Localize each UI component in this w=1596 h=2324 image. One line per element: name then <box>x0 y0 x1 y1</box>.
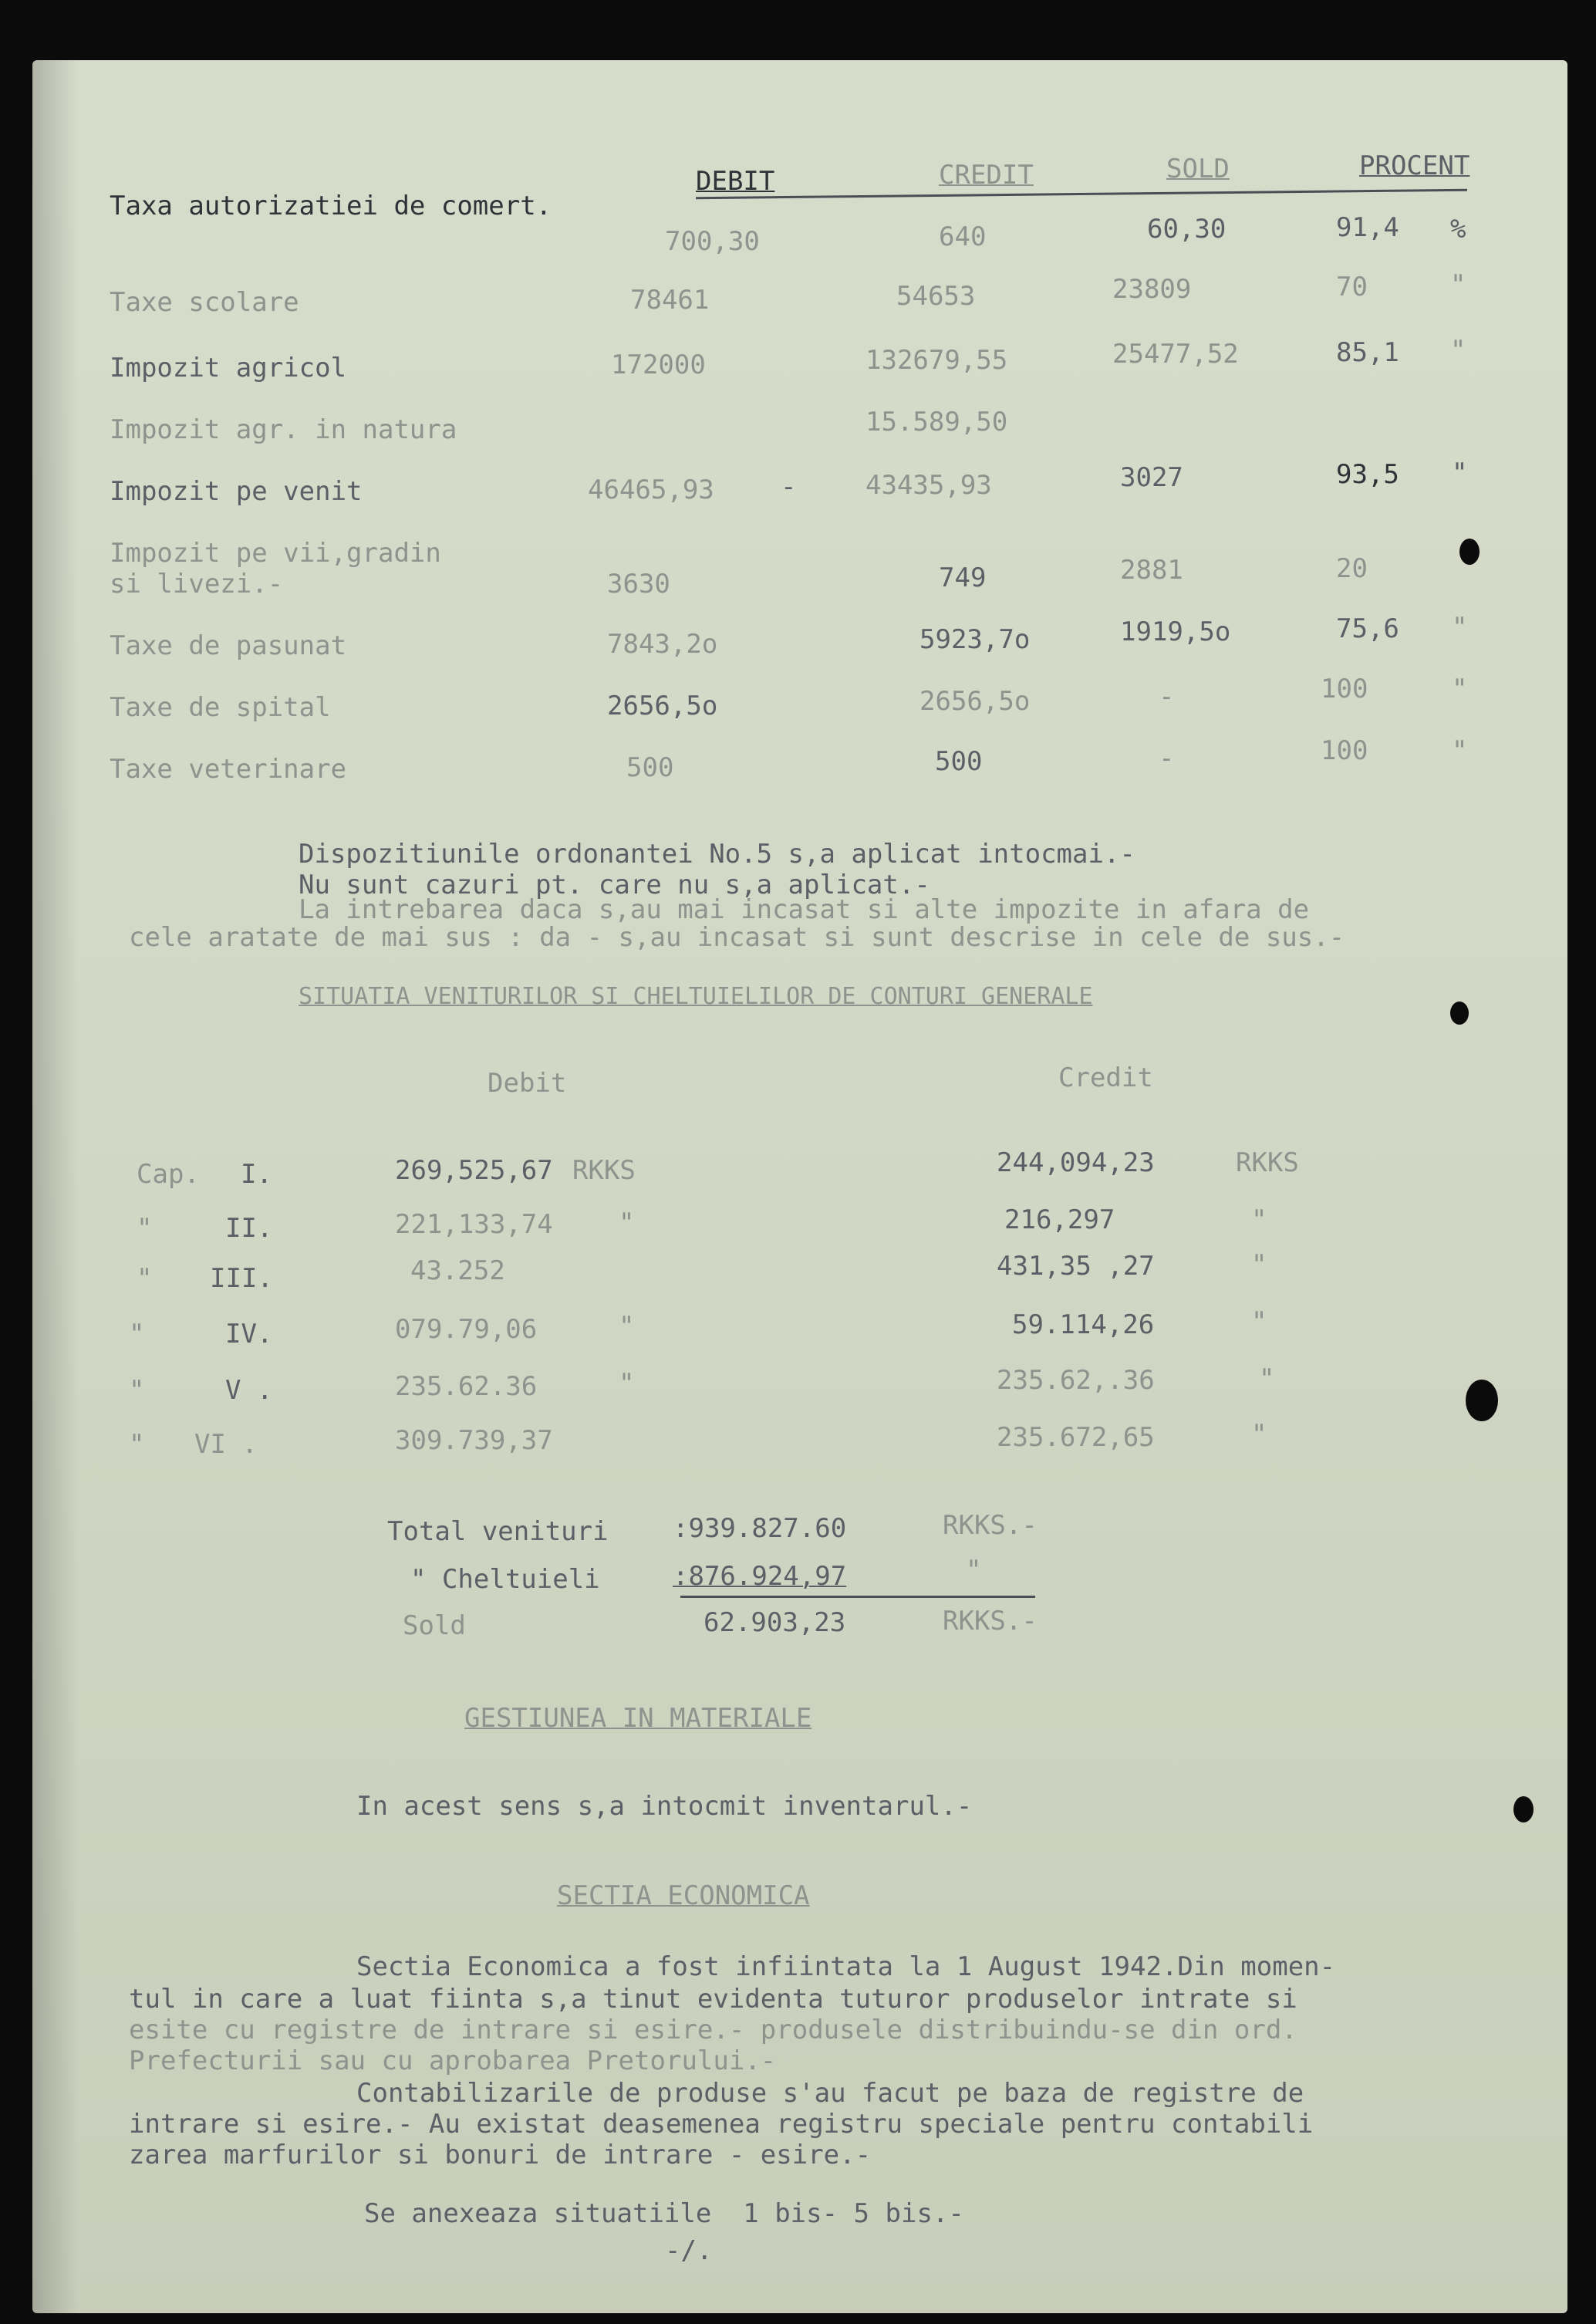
column-header-credit: Credit <box>1058 1062 1153 1093</box>
row-debit: 43.252 <box>410 1255 505 1286</box>
total-unit: RKKS.- <box>943 1606 1038 1637</box>
paragraph-line: Contabilizarile de produse s'au facut pe baza de registre de <box>356 2078 1304 2109</box>
row-unit: " <box>1452 458 1468 488</box>
header-credit: CREDIT <box>939 160 1034 191</box>
row-procent: 75,6 <box>1336 613 1399 644</box>
row-debit-unit: " <box>619 1311 635 1342</box>
row-credit: 2656,5o <box>919 686 1031 717</box>
row-label: Taxe de spital <box>110 692 331 723</box>
row-credit: 244,094,23 <box>997 1147 1155 1178</box>
section-text: In acest sens s,a intocmit inventarul.- <box>356 1791 973 1822</box>
total-value: :876.924,97 <box>673 1561 847 1592</box>
row-credit-unit: RKKS <box>1236 1147 1299 1178</box>
row-unit: " <box>1452 674 1468 704</box>
total-rule <box>680 1596 1035 1598</box>
row-label: Impozit agricol <box>110 353 347 383</box>
row-credit-unit: " <box>1251 1204 1267 1235</box>
row-unit: " <box>1450 269 1466 300</box>
column-header-debit: Debit <box>488 1068 567 1099</box>
row-debit: 235.62.36 <box>395 1371 538 1402</box>
row-debit: 079.79,06 <box>395 1314 538 1345</box>
row-label: Cap. <box>137 1159 200 1190</box>
row-label-continued: si livezi.- <box>110 569 284 600</box>
row-sold: 60,30 <box>1147 214 1227 245</box>
row-credit-unit: " <box>1251 1419 1267 1450</box>
row-debit: 78461 <box>630 285 710 316</box>
paragraph-line: esite cu registre de intrare si esire.- produsele distribuindu-se din ord. <box>129 2015 1297 2045</box>
row-credit-unit: " <box>1251 1306 1267 1337</box>
note-line: cele aratate de mai sus : da - s,au incasat si sunt descrise in cele de sus.- <box>129 922 1345 953</box>
row-debit: 269,525,67 <box>395 1155 553 1186</box>
row-roman: III. <box>210 1263 273 1294</box>
row-label: Taxa autorizatiei de comert. <box>110 191 552 221</box>
row-procent: 91,4 <box>1336 212 1399 243</box>
row-credit: 500 <box>935 746 983 777</box>
page-mark: -/. <box>665 2235 713 2266</box>
note-line: Dispozitiunile ordonantei No.5 s,a aplicat intocmai.- <box>299 839 1135 870</box>
row-debit: 172000 <box>611 350 706 380</box>
row-credit: 59.114,26 <box>1012 1309 1155 1340</box>
row-credit: 5923,7o <box>919 624 1031 655</box>
row-credit: 431,35 ,27 <box>997 1251 1155 1282</box>
row-credit: 132679,55 <box>865 345 1008 376</box>
header-rule <box>696 189 1467 199</box>
row-credit: 749 <box>939 562 987 593</box>
note-line: La intrebarea daca s,au mai incasat si alte impozite in afara de <box>299 894 1310 925</box>
paper-hole <box>1459 539 1480 565</box>
row-label: Impozit pe vii,gradin <box>110 538 441 569</box>
row-unit: % <box>1450 214 1466 245</box>
header-sold: SOLD <box>1166 154 1230 184</box>
paragraph-line: zarea marfurilor si bonuri de intrare - esire.- <box>129 2140 872 2170</box>
row-roman: V . <box>225 1375 273 1406</box>
row-sold: 23809 <box>1112 274 1192 305</box>
row-roman: VI . <box>194 1429 258 1460</box>
row-credit: 43435,93 <box>865 470 992 501</box>
row-label: " <box>129 1429 145 1460</box>
row-credit: 640 <box>939 221 987 252</box>
row-debit-unit: " <box>619 1368 635 1399</box>
row-sold: - <box>1159 743 1175 774</box>
row-credit: 235.672,65 <box>997 1422 1155 1453</box>
row-debit: 309.739,37 <box>395 1425 553 1456</box>
section-title: SECTIA ECONOMICA <box>557 1880 810 1911</box>
note-line: Nu sunt cazuri pt. care nu s,a aplicat.- <box>299 870 930 900</box>
total-label: Sold <box>403 1610 466 1641</box>
row-label: Taxe de pasunat <box>110 630 347 661</box>
row-procent: 93,5 <box>1336 459 1399 490</box>
header-procent: PROCENT <box>1359 150 1470 181</box>
row-label: Taxe scolare <box>110 287 299 318</box>
row-sold: 3027 <box>1120 462 1183 493</box>
row-roman: IV. <box>225 1319 273 1349</box>
row-procent: 20 <box>1336 553 1368 584</box>
paper-hole <box>1450 1002 1469 1025</box>
section-title: SITUATIA VENITURILOR SI CHELTUIELILOR DE CONTURI GENERALE <box>299 983 1093 1010</box>
row-debit: 3630 <box>607 569 670 600</box>
paper-hole <box>1466 1380 1498 1421</box>
row-dash: - <box>781 471 797 502</box>
row-sold: 2881 <box>1120 555 1183 586</box>
row-debit: 221,133,74 <box>395 1209 553 1240</box>
paragraph-line: intrare si esire.- Au existat deasemenea registru speciale pentru contabili <box>129 2109 1314 2140</box>
total-label: " Cheltuieli <box>410 1564 600 1595</box>
row-debit: 500 <box>626 752 674 783</box>
row-label: " <box>137 1213 153 1244</box>
paper-hole <box>1513 1796 1534 1822</box>
total-label: Total venituri <box>387 1516 609 1547</box>
annex-line: Se anexeaza situatiile 1 bis- 5 bis.- <box>364 2198 964 2229</box>
row-unit: " <box>1450 335 1466 366</box>
total-unit: RKKS.- <box>943 1510 1038 1541</box>
row-label: Impozit agr. in natura <box>110 414 457 445</box>
row-unit: " <box>1452 612 1468 643</box>
document-page <box>32 60 1567 2313</box>
row-procent: 70 <box>1336 272 1368 302</box>
row-credit: 54653 <box>896 281 976 312</box>
row-roman: II. <box>225 1213 273 1244</box>
row-credit-unit: " <box>1251 1249 1267 1280</box>
row-sold: - <box>1159 681 1175 712</box>
row-unit: " <box>1452 735 1468 766</box>
row-procent: 100 <box>1321 735 1368 766</box>
row-label: " <box>129 1319 145 1349</box>
paragraph-line: Prefecturii sau cu aprobarea Pretorului.- <box>129 2045 777 2076</box>
row-label: " <box>137 1263 153 1294</box>
row-credit: 15.589,50 <box>865 407 1008 437</box>
row-label: Impozit pe venit <box>110 476 363 507</box>
row-credit-unit: " <box>1259 1363 1275 1394</box>
row-procent: 100 <box>1321 674 1368 704</box>
paragraph-line: Sectia Economica a fost infiintata la 1 August 1942.Din momen- <box>356 1951 1336 1982</box>
total-value: :939.827.60 <box>673 1513 847 1544</box>
row-debit-unit: " <box>619 1208 635 1238</box>
row-debit: 46465,93 <box>588 475 714 505</box>
row-credit: 235.62,.36 <box>997 1365 1155 1396</box>
row-sold: 25477,52 <box>1112 339 1239 370</box>
row-label: " <box>129 1375 145 1406</box>
row-credit: 216,297 <box>1004 1204 1115 1235</box>
row-debit: 700,30 <box>665 226 760 257</box>
row-debit-unit: RKKS <box>572 1155 636 1186</box>
row-sold: 1919,5o <box>1120 616 1231 647</box>
total-unit: " <box>966 1555 982 1586</box>
row-debit: 2656,5o <box>607 691 718 721</box>
paragraph-line: tul in care a luat fiinta s,a tinut evidenta tuturor produselor intrate si <box>129 1984 1297 2015</box>
section-title: GESTIUNEA IN MATERIALE <box>464 1703 812 1734</box>
total-value: 62.903,23 <box>704 1607 846 1638</box>
row-label: Taxe veterinare <box>110 754 347 785</box>
row-debit: 7843,2o <box>607 629 718 660</box>
row-procent: 85,1 <box>1336 337 1399 368</box>
row-roman: I. <box>241 1159 272 1190</box>
header-debit: DEBIT <box>696 166 775 197</box>
